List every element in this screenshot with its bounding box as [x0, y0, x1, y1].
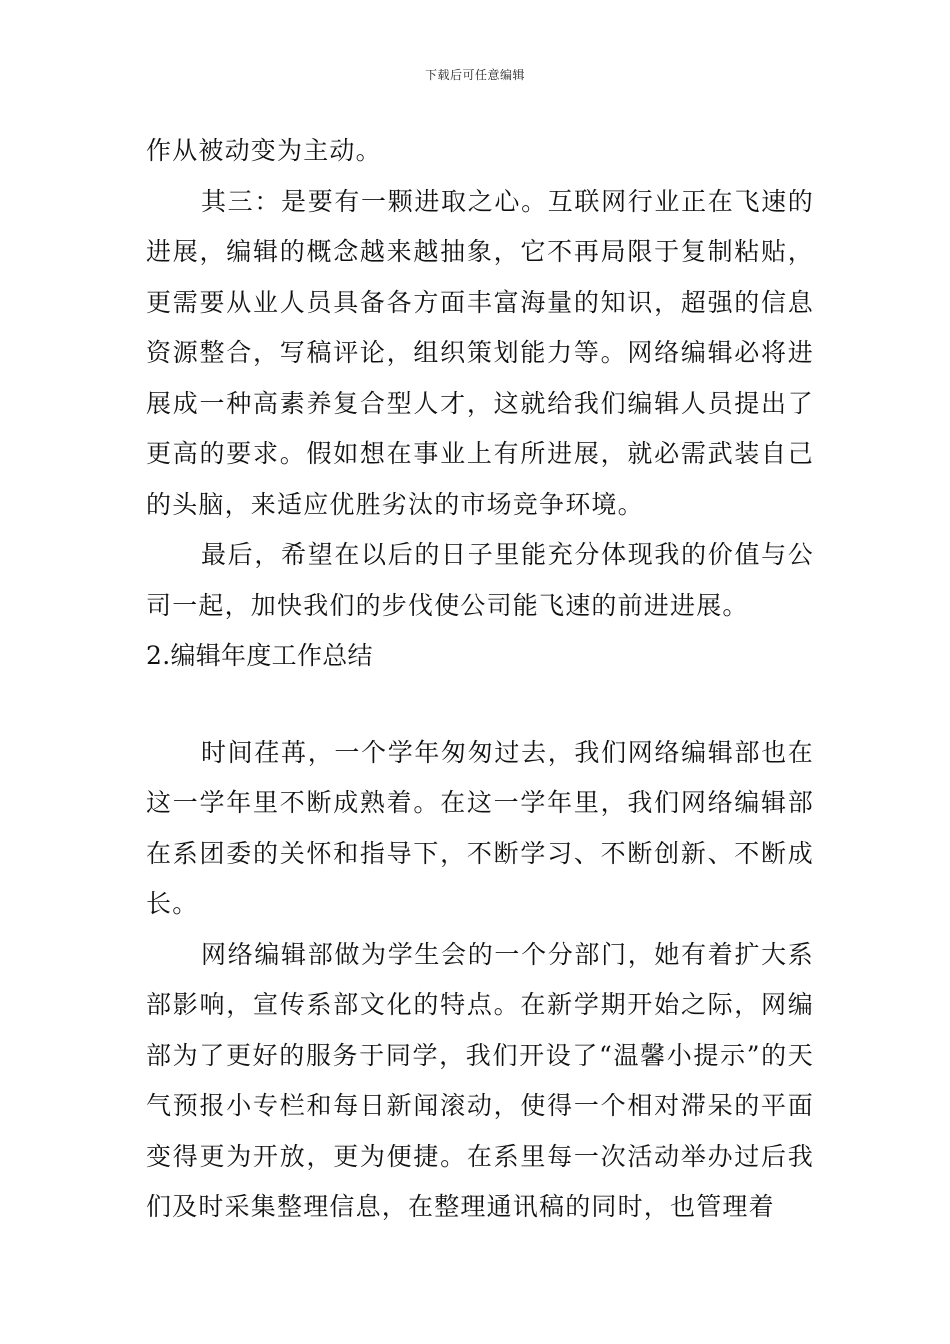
paragraph-finally: 最后，希望在以后的日子里能充分体现我的价值与公司一起，加快我们的步伐使公司能飞速的前进进展。 [146, 540, 814, 620]
paragraph-department: 网络编辑部做为学生会的一个分部门，她有着扩大系部影响，宣传系部文化的特点。在新学期开始之际，网编部为了更好的服务于同学，我们开设了“温馨小提示”的天气预报小专栏和每日新闻滚动，使得一个相对滞呆的平面变得更为开放，更为便捷。在系里每一次活动举办过后我们及时采集整理信息，在整理通讯稿的同时，也管理着 [146, 939, 814, 1221]
blank-line [146, 682, 814, 728]
paragraph-third-point: 其三：是要有一颗进取之心。互联网行业正在飞速的进展，编辑的概念越来越抽象，它不再局限于复制粘贴，更需要从业人员具备各方面丰富海量的知识，超强的信息资源整合，写稿评论，组织策划能力等。网络编辑必将进展成一种高素养复合型人才，这就给我们编辑人员提出了更高的要求。假如想在事业上有所进展，就必需武装自己的头脑，来适应优胜劣汰的市场竞争环境。 [146, 186, 814, 519]
paragraph-time: 时间荏苒，一个学年匆匆过去，我们网络编辑部也在这一学年里不断成熟着。在这一学年里，我们网络编辑部在系团委的关怀和指导下，不断学习、不断创新、不断成长。 [146, 737, 814, 918]
paragraph-continuation: 作从被动变为主动。 [146, 136, 382, 165]
section-heading: 2.编辑年度工作总结 [146, 641, 373, 670]
document-body [146, 126, 814, 1233]
page-header: 下载后可任意编辑 [424, 68, 525, 82]
